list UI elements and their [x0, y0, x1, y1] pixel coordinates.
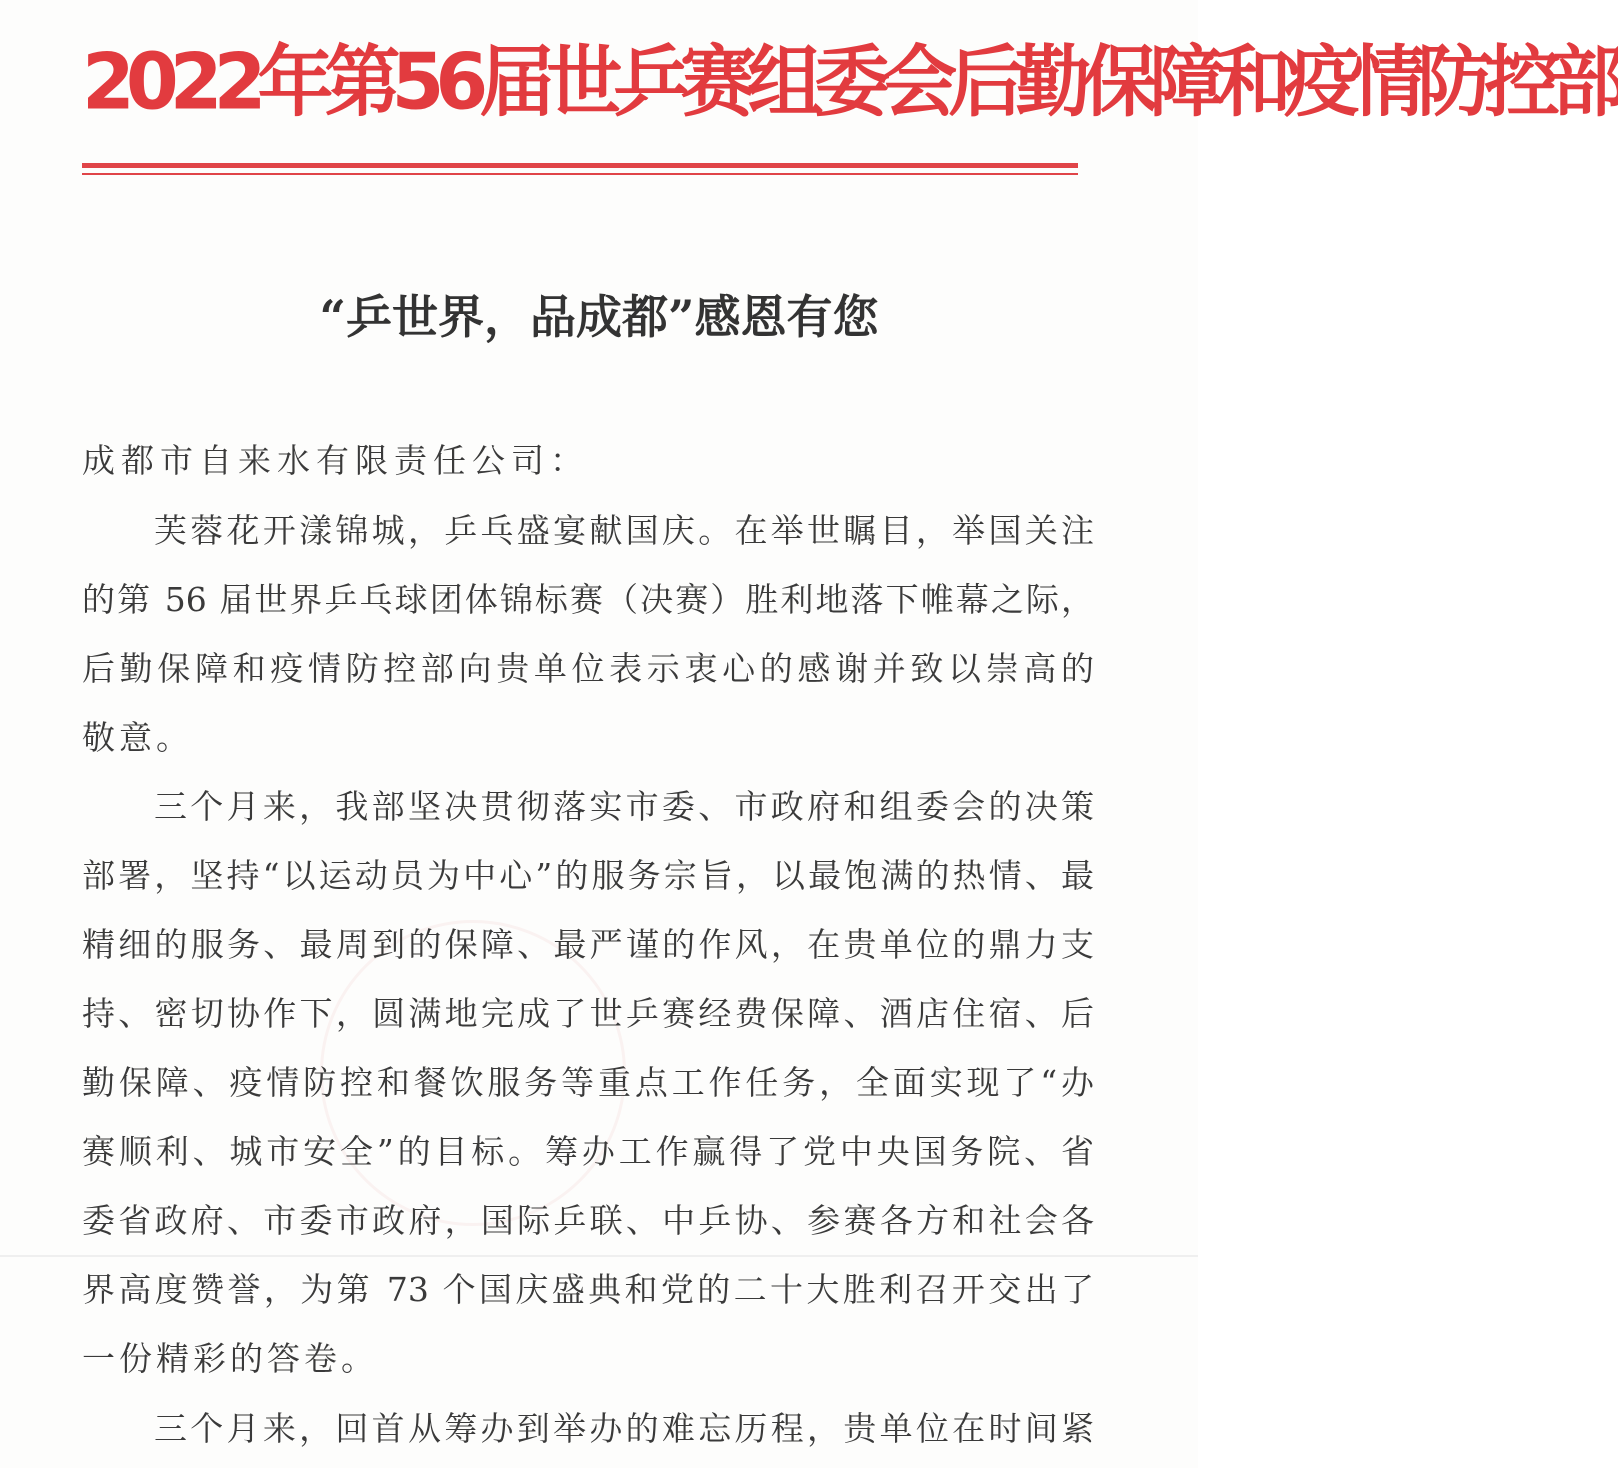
- letterhead-rule-thick: [82, 163, 1078, 168]
- body-line: 勤保障、疫情防控和餐饮服务等重点工作任务，全面实现了“办: [82, 1063, 1094, 1102]
- body-line: 持、密切协作下，圆满地完成了世乒赛经费保障、酒店住宿、后: [82, 994, 1094, 1033]
- body-line: 后勤保障和疫情防控部向贵单位表示衷心的感谢并致以崇高的: [82, 649, 1094, 688]
- body-line: 一份精彩的答卷。: [82, 1339, 378, 1378]
- body-line: 三个月来，回首从筹办到举办的难忘历程，贵单位在时间紧: [154, 1409, 1094, 1448]
- body-line: 界高度赞誉，为第 73 个国庆盛典和党的二十大胜利召开交出了: [82, 1270, 1094, 1309]
- letterhead-title: 2022年第56届世乒赛组委会后勤保障和疫情防控部: [82, 36, 1618, 127]
- body-line: 委省政府、市委市政府，国际乒联、中乒协、参赛各方和社会各: [82, 1201, 1094, 1240]
- scan-fold-line: [0, 1255, 1198, 1257]
- body-line: 部署，坚持“以运动员为中心”的服务宗旨，以最饱满的热情、最: [82, 856, 1094, 895]
- letterhead-rule-thin: [82, 173, 1078, 175]
- document-title: “乒世界，品成都”感恩有您: [319, 290, 879, 344]
- body-line: 芙蓉花开漾锦城，乒乓盛宴献国庆。在举世瞩目，举国关注: [154, 511, 1094, 550]
- body-line: 的第 56 届世界乒乓球团体锦标赛（决赛）胜利地落下帷幕之际，: [82, 580, 1094, 619]
- body-line: 敬意。: [82, 718, 193, 757]
- body-line: 精细的服务、最周到的保障、最严谨的作风，在贵单位的鼎力支: [82, 925, 1094, 964]
- salutation: 成都市自来水有限责任公司：: [82, 441, 589, 480]
- body-line: 赛顺利、城市安全”的目标。筹办工作赢得了党中央国务院、省: [82, 1132, 1094, 1171]
- body-line: 三个月来，我部坚决贯彻落实市委、市政府和组委会的决策: [154, 787, 1094, 826]
